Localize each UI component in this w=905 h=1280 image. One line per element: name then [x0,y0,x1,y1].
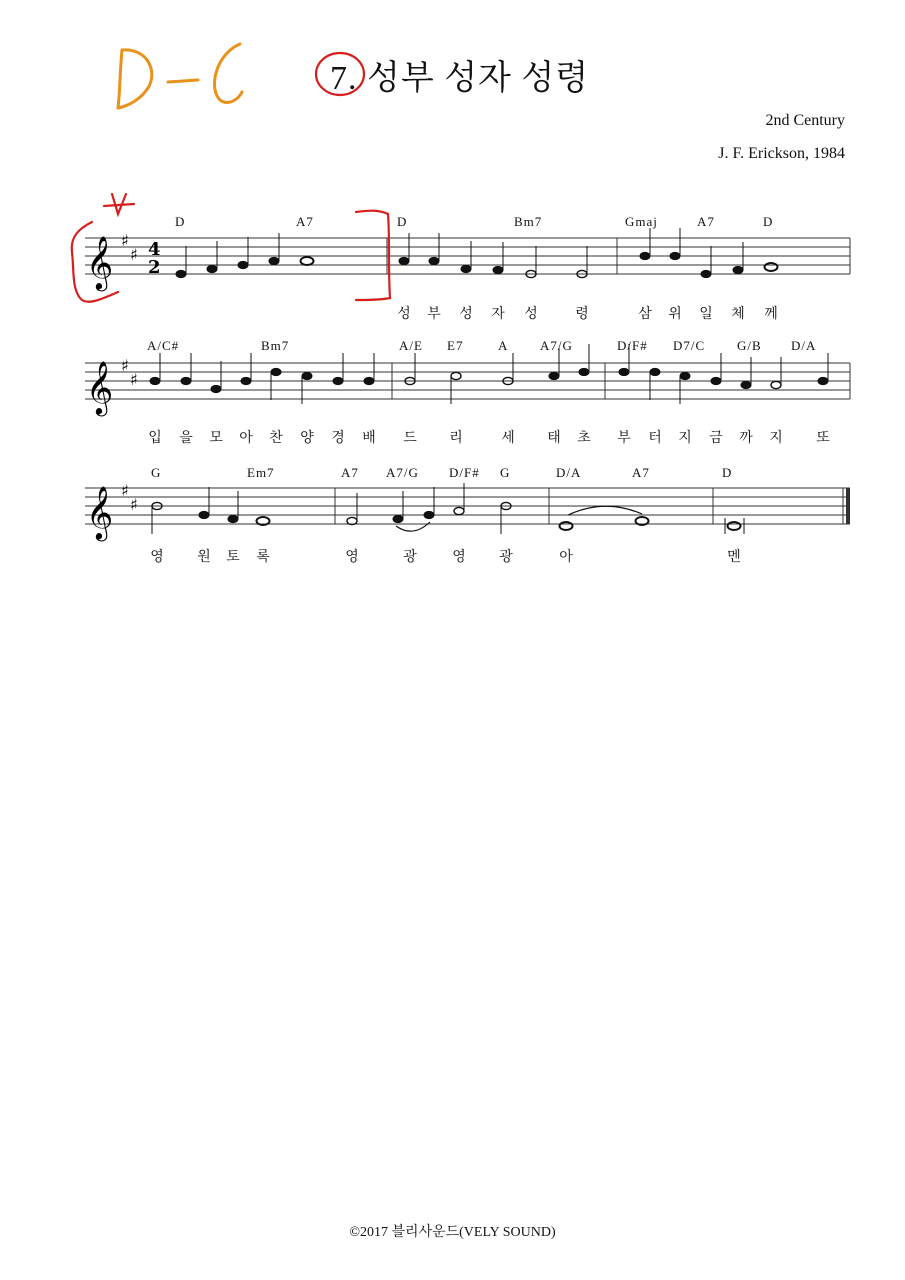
chord-label: Bm7 [261,338,290,353]
key-signature-sharp: ♯ [130,245,138,264]
chord-label: Gmaj [625,214,658,229]
lyric-syllable: 영 [345,549,359,565]
lyric-syllable: 양 [300,430,314,446]
lyric-syllable: 을 [179,430,193,446]
notes-system-3 [152,483,744,534]
chord-label: Em7 [247,465,275,480]
lyric-syllable: 태 [547,430,561,446]
chord-label: D [175,214,186,229]
chord-label: D7/C [673,338,706,353]
lyric-syllable: 토 [226,549,240,565]
lyric-syllable: 금 [709,430,723,446]
chord-label: D [397,214,408,229]
lyric-syllable: 부 [427,306,441,322]
key-signature-sharp: ♯ [121,481,129,500]
composer-text: J. F. Erickson, 1984 [718,145,845,162]
lyric-syllable: 세 [501,430,515,446]
lyric-syllable: 영 [150,549,164,565]
lyric-syllable: 멘 [727,549,741,565]
chord-label: G [500,465,511,480]
lyric-syllable: 체 [731,306,745,322]
chord-label: A7 [632,465,650,480]
lyric-syllable: 성 [524,306,538,322]
chord-label: D/A [791,338,817,353]
lyric-syllable: 배 [362,430,376,446]
lyric-syllable: 원 [197,549,211,565]
lyric-syllable: 찬 [269,430,283,446]
lyric-syllable: 지 [769,430,783,446]
lyric-syllable: 입 [148,430,162,446]
lyric-syllable: 일 [699,306,713,322]
notes-system-1 [176,228,778,278]
chord-label: A7 [296,214,314,229]
lyric-syllable: 아 [559,549,573,565]
lyric-syllable: 광 [403,549,417,565]
lyric-syllable: 리 [449,430,463,446]
chord-label: A7 [697,214,715,229]
chord-label: A7 [341,465,359,480]
lyric-syllable: 터 [648,430,662,446]
lyric-syllable: 초 [577,430,591,446]
staff-system-3 [85,488,850,524]
time-signature-bottom: 2 [148,257,161,278]
chord-label: A7/G [540,338,573,353]
chord-label: A [498,338,509,353]
lyric-syllable: 경 [331,430,345,446]
chord-label: D [763,214,774,229]
lyric-syllable: 께 [764,306,778,322]
chord-label: D/F# [449,465,480,480]
chord-label: A7/G [386,465,419,480]
lyric-syllable: 삼 [638,306,652,322]
lyric-syllable: 령 [575,306,589,322]
lyric-syllable: 록 [256,549,270,565]
chord-label: D/F# [617,338,648,353]
lyric-syllable: 모 [209,430,223,446]
lyric-syllable: 까 [739,430,753,446]
hymn-number: 7. [330,60,358,97]
lyric-syllable: 드 [403,430,417,446]
lyric-syllable: 지 [678,430,692,446]
chord-label: A/C# [147,338,180,353]
chord-label: A/E [399,338,423,353]
lyric-syllable: 영 [452,549,466,565]
chord-label: G [151,465,162,480]
treble-clef: 𝄞 [86,485,114,539]
chord-label: E7 [447,338,464,353]
chord-label: G/B [737,338,762,353]
lyric-syllable: 또 [816,430,830,446]
key-signature-sharp: ♯ [121,231,129,250]
lyric-syllable: 성 [459,306,473,322]
chord-label: Bm7 [514,214,543,229]
notes-system-2 [150,344,828,404]
treble-clef: 𝄞 [86,360,114,414]
handwritten-red-bracket [72,194,390,302]
time-signature-top: 4 [148,239,161,260]
hymn-title: 성부 성자 성령 [367,60,590,97]
key-signature-sharp: ♯ [130,370,138,389]
lyric-syllable: 성 [397,306,411,322]
chord-label: D [722,465,733,480]
lyric-syllable: 부 [617,430,631,446]
key-signature-sharp: ♯ [121,356,129,375]
lyric-syllable: 자 [491,306,505,322]
chord-label: D/A [556,465,582,480]
lyric-syllable: 아 [239,430,253,446]
copyright-footer: ©2017 블리사운드(VELY SOUND) [349,1225,556,1240]
staff-system-2 [85,363,850,399]
key-signature-sharp: ♯ [130,495,138,514]
lyric-syllable: 위 [668,306,682,322]
lyric-syllable: 광 [499,549,513,565]
origin-text: 2nd Century [765,112,845,129]
treble-clef: 𝄞 [86,235,114,289]
